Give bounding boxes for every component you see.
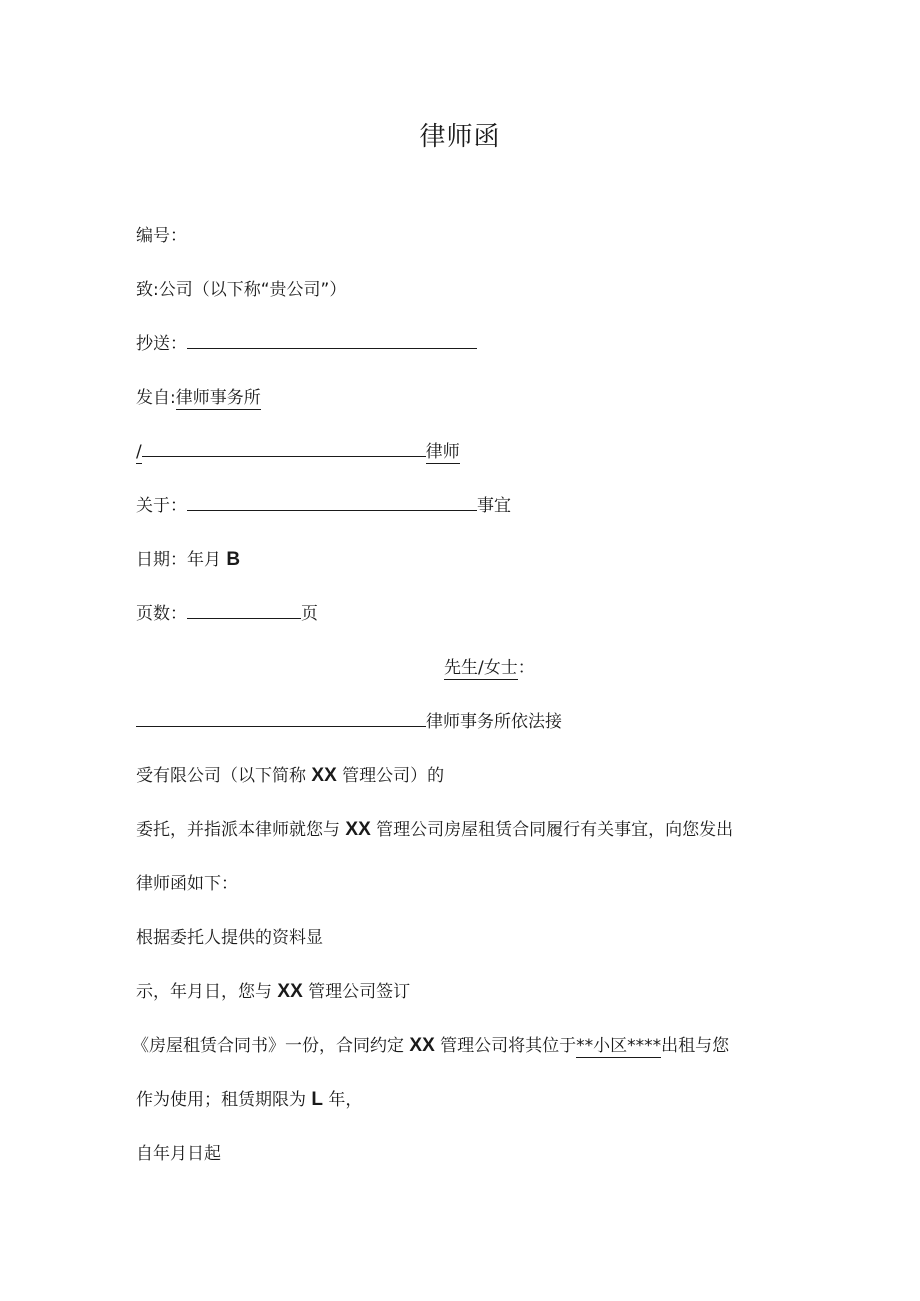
xx-mark: XX xyxy=(277,981,303,1002)
body-line-9 xyxy=(136,1142,221,1166)
date-mark: B xyxy=(226,549,241,570)
pages-line xyxy=(136,602,318,626)
body-text: 根据委托人提供的资料显 xyxy=(136,928,323,948)
firm-blank xyxy=(136,710,426,727)
from-firm: 律师事务所 xyxy=(175,388,261,408)
to-text: 致:公司（以下称“贵公司”） xyxy=(136,280,347,300)
from-label: 发自: xyxy=(136,388,176,408)
lawyer-blank xyxy=(142,440,426,457)
document-title: 律师函 xyxy=(419,122,501,152)
about-blank xyxy=(187,494,477,511)
lawyer-line xyxy=(136,440,460,464)
pages-label: 页数： xyxy=(136,604,187,624)
body-text: 年， xyxy=(328,1090,363,1110)
body-line-2 xyxy=(136,764,444,788)
to-line xyxy=(136,278,346,302)
pages-blank xyxy=(187,602,301,619)
lawyer-slash: / xyxy=(136,442,142,462)
body-line-7 xyxy=(132,1034,729,1058)
xx-mark: XX xyxy=(345,819,371,840)
salutation: 先生/女士 xyxy=(444,658,518,678)
body-text: 管理公司房屋租赁合同履行有关事宜，向您发出 xyxy=(376,820,734,840)
xx-mark: XX xyxy=(409,1035,435,1056)
body-line-5 xyxy=(136,926,323,950)
number-label: 编号： xyxy=(136,226,187,246)
salutation-line xyxy=(444,656,535,680)
term-mark: L xyxy=(311,1089,324,1110)
body-text: 《房屋租赁合同书》一份，合同约定 xyxy=(132,1036,404,1056)
body-text: 自年月日起 xyxy=(136,1144,221,1164)
body-text: 律师函如下： xyxy=(136,874,238,894)
lawyer-label: 律师 xyxy=(425,442,460,462)
body-line-8 xyxy=(136,1088,362,1112)
body-text: 管理公司将其位于 xyxy=(440,1036,577,1056)
cc-label: 抄送： xyxy=(136,334,187,354)
date-line xyxy=(136,548,240,572)
body-text: 委托，并指派本律师就您与 xyxy=(136,820,340,840)
body-text: 管理公司签订 xyxy=(308,982,411,1002)
body-text: 示，年月日，您与 xyxy=(136,982,272,1002)
body-text: 受有限公司（以下简称 xyxy=(136,766,306,786)
body-text: 管理公司）的 xyxy=(342,766,445,786)
body-text: 作为使用；租赁期限为 xyxy=(136,1090,306,1110)
from-line xyxy=(136,386,261,410)
body-text: 出租与您 xyxy=(661,1036,730,1056)
about-label: 关于： xyxy=(136,496,187,516)
date-label: 日期：年月 xyxy=(136,550,221,570)
number-line xyxy=(136,224,187,248)
property-address: **小区**** xyxy=(576,1036,662,1056)
about-suffix: 事宜 xyxy=(477,496,511,516)
xx-mark: XX xyxy=(311,765,337,786)
body-text: 律师事务所依法接 xyxy=(426,712,562,732)
salutation-colon: ： xyxy=(517,658,535,678)
body-line-1 xyxy=(136,710,562,734)
body-line-6 xyxy=(136,980,410,1004)
cc-line xyxy=(136,332,477,356)
pages-suffix: 页 xyxy=(301,604,318,624)
body-line-4 xyxy=(136,872,238,896)
about-line xyxy=(136,494,511,518)
body-line-3 xyxy=(136,818,733,842)
cc-blank xyxy=(187,332,477,349)
